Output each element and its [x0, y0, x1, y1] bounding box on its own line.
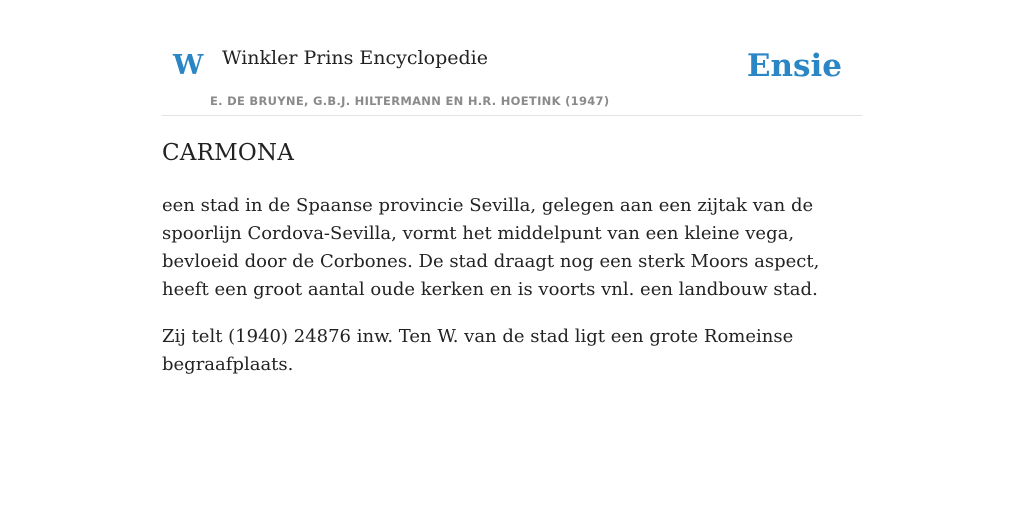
ensie-logo[interactable]: Ensie: [746, 48, 842, 84]
winkler-prins-logo[interactable]: W: [173, 50, 204, 81]
article-paragraph: Zij telt (1940) 24876 inw. Ten W. van de stad ligt een grote Romeinse begraafplaats.: [162, 326, 794, 375]
article-body: [162, 192, 862, 398]
article-headword: CARMONA: [162, 140, 295, 166]
publication-title[interactable]: Winkler Prins Encyclopedie: [222, 47, 488, 69]
article-paragraph: een stad in de Spaanse provincie Sevilla, gelegen aan een zijtak van de spoorlijn Cordova-Sevilla, vormt het middelpunt van een kleine vega, bevloeid door de Corbones. De stad draagt nog een sterk Moors aspect, heeft een groot aantal oude kerken en is voorts vnl. een landbouw stad.: [162, 195, 820, 300]
publication-authors: E. DE BRUYNE, G.B.J. HILTERMANN EN H.R. HOETINK (1947): [210, 94, 610, 108]
encyclopedia-header: [162, 38, 862, 116]
